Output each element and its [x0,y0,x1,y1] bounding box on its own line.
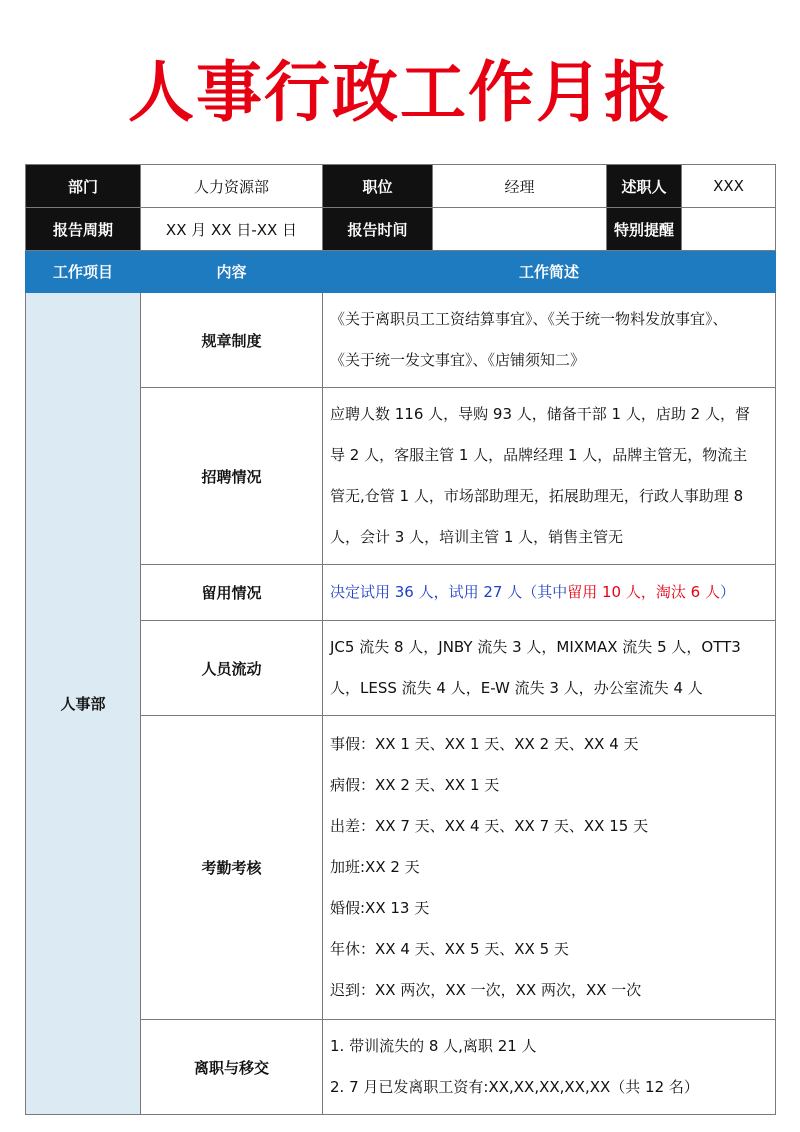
desc-line: 人，会计 3 人，培训主管 1 人，销售主管无 [330,528,624,546]
report-table [25,164,776,1115]
desc-retention [323,565,776,621]
reporter-value: XXX [682,165,776,208]
desc-line: 应聘人数 116 人，导购 93 人，储备干部 1 人，店助 2 人，督 [330,405,750,423]
retention-text-red: 留用 10 人，淘汰 6 人 [567,583,720,601]
desc-line: 管无,仓管 1 人，市场部助理无，拓展助理无，行政人事助理 8 [330,487,744,505]
item-resign: 离职与移交 [141,1020,323,1115]
desc-line: 《关于离职员工工资结算事宜》、《关于统一物料发放事宜》、 [330,310,728,328]
reminder-label: 特别提醒 [607,208,682,251]
retention-text-blue: 决定试用 36 人，试用 27 人（其中 [330,583,568,601]
period-value: XX 月 XX 日-XX 日 [141,208,323,251]
column-header-row [26,251,776,293]
desc-line: 《关于统一发文事宜》、《店铺须知二》 [330,351,586,369]
col-header-summary: 工作简述 [323,251,776,293]
col-header-project: 工作项目 [26,251,141,293]
item-flow: 人员流动 [141,621,323,716]
info-row-1 [26,165,776,208]
report-time-value [433,208,607,251]
col-header-content: 内容 [141,251,323,293]
desc-line: 2. 7 月已发离职工资有:XX,XX,XX,XX,XX（共 12 名） [330,1078,699,1096]
item-retention: 留用情况 [141,565,323,621]
desc-line: 婚假:XX 13 天 [330,899,430,917]
period-label: 报告周期 [26,208,141,251]
reporter-label: 述职人 [607,165,682,208]
position-label: 职位 [323,165,433,208]
page-title: 人事行政工作月报 [128,54,672,131]
desc-line: 年休：XX 4 天、XX 5 天、XX 5 天 [330,940,569,958]
desc-line: 人，LESS 流失 4 人，E-W 流失 3 人，办公室流失 4 人 [330,679,703,697]
dept-value: 人力资源部 [141,165,323,208]
position-value: 经理 [433,165,607,208]
desc-resign [323,1020,776,1115]
desc-line: JC5 流失 8 人，JNBY 流失 3 人，MIXMAX 流失 5 人，OTT3 [330,638,741,656]
desc-flow [323,621,776,716]
department-cell: 人事部 [26,293,141,1115]
desc-recruit [323,388,776,565]
info-row-2 [26,208,776,251]
retention-text-close: ） [719,583,735,601]
reminder-value [682,208,776,251]
desc-line: 迟到：XX 两次，XX 一次，XX 两次，XX 一次 [330,981,642,999]
desc-line: 导 2 人，客服主管 1 人，品牌经理 1 人，品牌主管无，物流主 [330,446,748,464]
item-recruit: 招聘情况 [141,388,323,565]
desc-line: 出差：XX 7 天、XX 4 天、XX 7 天、XX 15 天 [330,817,649,835]
desc-rules [323,293,776,388]
desc-attendance [323,716,776,1020]
item-attendance: 考勤考核 [141,716,323,1020]
desc-line: 事假：XX 1 天、XX 1 天、XX 2 天、XX 4 天 [330,735,639,753]
report-time-label: 报告时间 [323,208,433,251]
dept-label: 部门 [26,165,141,208]
table-row [26,293,776,388]
item-rules: 规章制度 [141,293,323,388]
desc-line: 加班:XX 2 天 [330,858,420,876]
desc-line: 病假：XX 2 天、XX 1 天 [330,776,500,794]
desc-line: 1. 带训流失的 8 人,离职 21 人 [330,1037,537,1055]
